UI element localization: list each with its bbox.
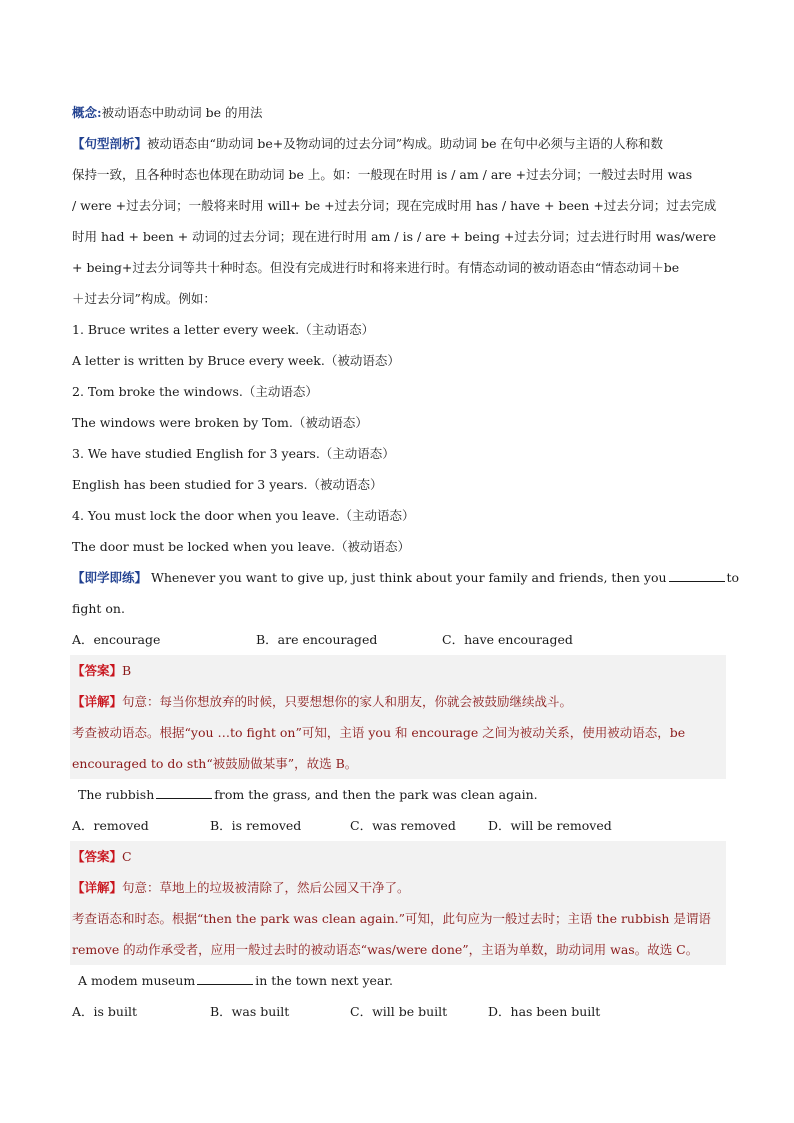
- question-stem: A modem museum: [78, 973, 196, 988]
- option-b: B．are encouraged: [256, 632, 378, 647]
- detail-label: 【详解】: [72, 880, 123, 895]
- example-line: 3. We have studied English for 3 years.（主动语态）: [72, 446, 395, 461]
- question-stem-continued: fight on.: [72, 601, 125, 616]
- answer-blank: [156, 785, 212, 799]
- detail-line: 句意：草地上的垃圾被清除了，然后公园又干净了。: [122, 880, 410, 895]
- example-line: 2. Tom broke the windows.（主动语态）: [72, 384, 318, 399]
- options-row: [72, 624, 724, 655]
- answer-value: B: [122, 663, 132, 678]
- option-c: C．have encouraged: [442, 632, 573, 647]
- detail-line: 考查语态和时态。根据“then the park was clean again.”可知，此句应为一般过去时；主语 the rubbish 是谓语: [72, 911, 711, 926]
- question-stem-end: in the town next year.: [255, 973, 393, 988]
- option-a: A．encourage: [72, 632, 161, 647]
- concept-label: 概念:: [72, 105, 102, 120]
- option-d: D．has been built: [488, 1004, 601, 1019]
- example-line: The windows were broken by Tom.（被动语态）: [72, 415, 368, 430]
- question-stem: Whenever you want to give up, just think about your family and friends, then you: [151, 570, 667, 585]
- detail-line: remove 的动作承受者，应用一般过去时的被动语态“was/were done”，主语为单数，助动词用 was。故选 C。: [72, 942, 699, 957]
- answer-block: [70, 841, 726, 965]
- example-line: English has been studied for 3 years.（被动语态）: [72, 477, 383, 492]
- option-b: B．was built: [210, 1004, 290, 1019]
- analysis-line: 时用 had + been + 动词的过去分词；现在进行时用 am / is / are + being +过去分词；过去进行时用 was/were: [72, 229, 717, 244]
- options-row: [72, 810, 724, 841]
- answer-label: 【答案】: [72, 849, 123, 864]
- question-3: [72, 965, 724, 1027]
- answer-value: C: [122, 849, 132, 864]
- analysis-label: 【句型剖析】: [72, 136, 148, 151]
- option-a: A．removed: [72, 818, 149, 833]
- concept-text: 被动语态中助动词 be 的用法: [101, 105, 263, 120]
- analysis-line: 保持一致，且各种时态也体现在助动词 be 上。如：一般现在时用 is / am / are +过去分词；一般过去时用 was: [72, 167, 693, 182]
- detail-label: 【详解】: [72, 694, 123, 709]
- example-line: A letter is written by Bruce every week.（被动语态）: [72, 353, 400, 368]
- analysis-line: 被动语态由“助动词 be+及物动词的过去分词”构成。助动词 be 在句中必须与主语的人称和数: [147, 136, 663, 151]
- answer-label: 【答案】: [72, 663, 123, 678]
- answer-block: [70, 655, 726, 779]
- question-2: [72, 779, 724, 965]
- answer-blank: [669, 568, 725, 582]
- example-line: The door must be locked when you leave.（被动语态）: [72, 539, 410, 554]
- option-b: B．is removed: [210, 818, 302, 833]
- detail-line: encouraged to do sth“被鼓励做某事”，故选 B。: [72, 756, 358, 771]
- option-d: D．will be removed: [488, 818, 612, 833]
- example-line: 4. You must lock the door when you leave.（主动语态）: [72, 508, 415, 523]
- document-page: [72, 97, 740, 1027]
- analysis-line: + being+过去分词等共十种时态。但没有完成进行时和将来进行时。有情态动词的被动语态由“情态动词＋be: [72, 260, 680, 275]
- question-stem-end: to: [726, 570, 740, 585]
- analysis-line: ＋过去分词”构成。例如：: [72, 291, 216, 306]
- question-stem: The rubbish: [78, 787, 155, 802]
- concept-line: [72, 97, 724, 128]
- analysis-line: / were +过去分词；一般将来时用 will+ be +过去分词；现在完成时用 has / have + been +过去分词；过去完成: [72, 198, 717, 213]
- detail-line: 句意：每当你想放弃的时候，只要想想你的家人和朋友，你就会被鼓励继续战斗。: [122, 694, 573, 709]
- practice-label: 【即学即练】: [72, 570, 148, 585]
- option-c: C．will be built: [350, 1004, 448, 1019]
- analysis-block: [72, 128, 724, 314]
- answer-blank: [197, 971, 253, 985]
- question-1: [72, 562, 740, 779]
- detail-line: 考查被动语态。根据“you …to fight on”可知，主语 you 和 encourage 之间为被动关系，使用被动语态，be: [72, 725, 686, 740]
- question-stem-end: from the grass, and then the park was clean again.: [214, 787, 538, 802]
- option-c: C．was removed: [350, 818, 456, 833]
- example-line: 1. Bruce writes a letter every week.（主动语态）: [72, 322, 375, 337]
- option-a: A．is built: [72, 1004, 137, 1019]
- options-row: [72, 996, 724, 1027]
- examples-block: [72, 314, 724, 562]
